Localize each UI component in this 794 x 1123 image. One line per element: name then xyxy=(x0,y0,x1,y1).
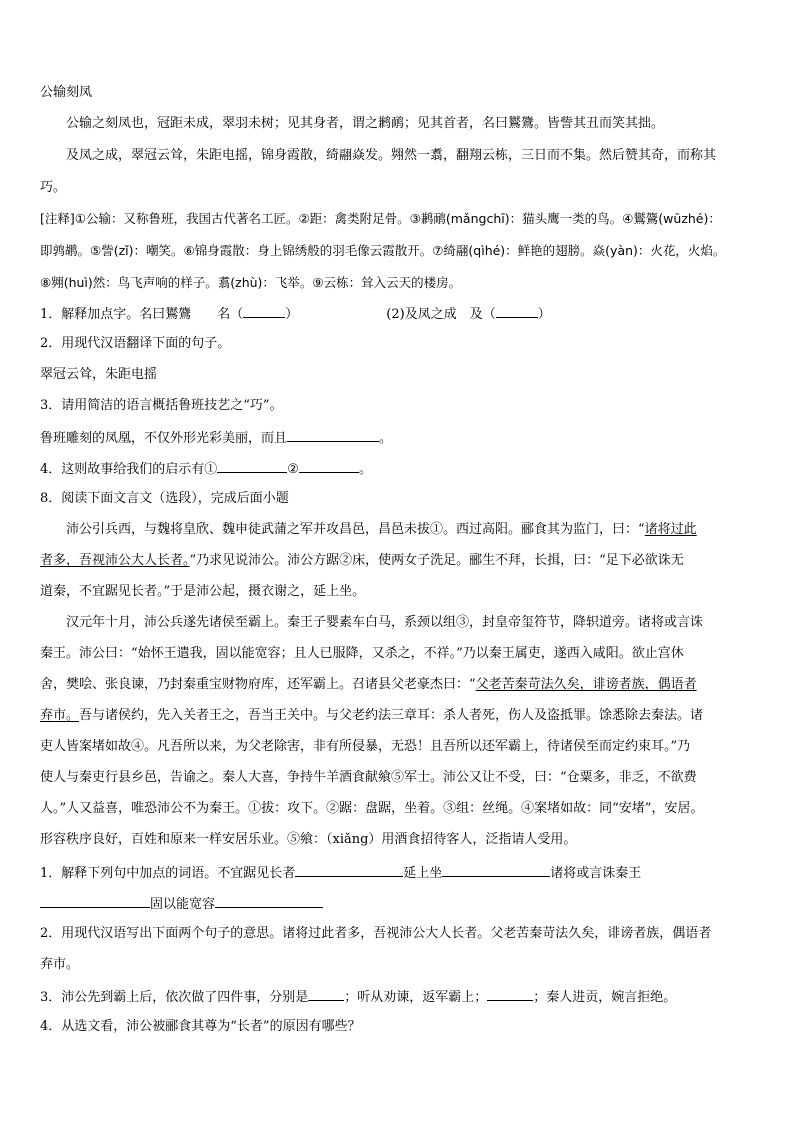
answer-blank[interactable] xyxy=(308,988,344,1001)
answer-blank[interactable] xyxy=(442,864,550,877)
text-line-7 xyxy=(40,708,770,724)
b-question-3-end: ；秦人进贡，婉言拒绝。 xyxy=(533,990,677,1005)
question-2-sentence: 翠冠云耸，朱距电摇 xyxy=(40,367,158,382)
question-4 xyxy=(40,460,770,478)
passage-paragraph-2-end: 巧。 xyxy=(40,180,67,195)
b-question-3 xyxy=(40,988,770,1006)
answer-blank[interactable] xyxy=(295,864,403,877)
answer-blank[interactable] xyxy=(299,460,359,473)
period: 。 xyxy=(358,462,372,477)
passage-title: 公输刻凤 xyxy=(40,85,93,100)
annotation-line-1: [注释]①公输：又称鲁班，我国古代著名工匠。②距：禽类附足骨。③鹣鸸(mǎngchī)：猫头鹰一类的鸟。④鸑鷟(wūzhé)： xyxy=(40,211,721,226)
text-line-10: 人。”人又益喜，唯恐沛公不为秦王。①拔：攻下。②踞：盘踞，坐着。③组：丝绳。④案堵如故：同“安堵”，安居。 xyxy=(40,801,704,816)
text-line-3: 道秦，不宜踞见长者。”于是沛公起，摄衣谢之，延上坐。 xyxy=(40,584,366,599)
text-line-2 xyxy=(40,553,770,569)
paren-close: ） xyxy=(285,307,299,322)
question-1-text: 1．解释加点字。名曰鸑鷟 名（ xyxy=(40,307,244,322)
b-question-4: 4．从选文看，沛公被郦食其尊为“长者”的原因有哪些？ xyxy=(40,1019,361,1034)
question-3: 3．请用简洁的语言概括鲁班技艺之“巧”。 xyxy=(40,398,283,413)
answer-blank[interactable] xyxy=(40,895,150,908)
text-line-7-b: 吾与诸侯约，先入关者王之，吾当王关中。与父老约法三章耳：杀人者死，伤人及盗抵罪。馀悉除去秦法。诸 xyxy=(79,708,704,723)
text-line-1 xyxy=(66,522,770,538)
text-line-6 xyxy=(40,677,770,693)
b-question-1-cont xyxy=(40,895,770,913)
marker-2: ② xyxy=(287,462,299,477)
b-question-1 xyxy=(40,864,770,882)
b-question-3-mid: ；听从劝谏，返军霸上； xyxy=(344,990,488,1005)
question-1 xyxy=(40,305,770,323)
question-1-part-2: (2)及凤之成 及（ xyxy=(386,307,496,322)
passage-paragraph-1: 公输之刻凤也，冠距未成，翠羽未树；见其身者，谓之鹣鸸；见其首者，名曰鸑鷟。皆訾其丑而笑其拙。 xyxy=(66,116,665,131)
b-question-1-term-2: 延上坐 xyxy=(403,866,443,881)
underlined-sentence-1-end: 者多，吾视沛公大人长者。 xyxy=(40,553,190,568)
paren-close: ） xyxy=(537,307,551,322)
b-question-1-text: 1．解释下列句中加点的词语。不宜踞见长者 xyxy=(40,866,296,881)
b-question-2: 2．用现代汉语写出下面两个句子的意思。诸将过此者多，吾视沛公大人长者。父老苦秦苛法久矣，诽谤者族，偶语者 xyxy=(40,926,712,941)
text-line-11: 形容秩序良好，百姓和原来一样安居乐业。⑤飨：（xiǎng）用酒食招待客人，泛指请人受用。 xyxy=(40,832,577,847)
answer-blank[interactable] xyxy=(496,305,538,318)
text-line-5: 秦王。沛公曰：“始怀王遣我，固以能宽容；且人已服降，又杀之，不祥。”乃以秦王属吏，遂西入咸阳。欲止宫休 xyxy=(40,646,684,661)
b-question-2-end: 弃市。 xyxy=(40,957,80,972)
answer-blank[interactable] xyxy=(243,305,285,318)
b-question-1-term-4: 固以能宽容 xyxy=(150,897,216,912)
question-2: 2．用现代汉语翻译下面的句子。 xyxy=(40,336,231,351)
underlined-sentence-1: 诸将过此 xyxy=(644,522,697,537)
text-line-4: 汉元年十月，沛公兵遂先诸侯至霸上。秦王子婴素车白马，系颈以组③，封皇帝玺符节，降轵道旁。诸将或言诛 xyxy=(66,615,704,630)
text-line-6-a: 舍，樊哙、张良谏，乃封秦重宝财物府库，还军霸上。召诸县父老豪杰曰：“ xyxy=(40,677,476,692)
question-3-prompt xyxy=(40,429,770,447)
b-question-3-text: 3．沛公先到霸上后，依次做了四件事，分别是 xyxy=(40,990,309,1005)
text-line-8: 吏人皆案堵如故④。凡吾所以来，为父老除害，非有所侵暴，无恐！且吾所以还军霸上，待诸侯至而定约束耳。”乃 xyxy=(40,739,691,754)
text-line-2-b: ”乃求见说沛公。沛公方踞②床，使两女子洗足。郦生不拜，长揖，曰：“足下必欲诛无 xyxy=(189,553,684,568)
question-4-text: 4．这则故事给我们的启示有① xyxy=(40,462,218,477)
answer-blank[interactable] xyxy=(487,988,533,1001)
text-line-1-a: 沛公引兵西，与魏将皇欣、魏申徒武蒲之军并攻昌邑，昌邑未拔①。西过高阳。郦食其为监门，曰：“ xyxy=(66,522,645,537)
annotation-line-2: 即鹑鹕。⑤訾(zǐ)：嘲笑。⑥锦身霞散：身上锦绣般的羽毛像云霞散开。⑦绮翮(qìhé)：鲜艳的翅膀。焱(yàn)：火花，火焰。 xyxy=(40,243,726,258)
answer-blank[interactable] xyxy=(215,895,323,908)
text-line-9: 使人与秦吏行县乡邑，告谕之。秦人大喜，争持牛羊酒食献飨⑤军士。沛公又让不受，曰：“仓粟多，非乏，不欲费 xyxy=(40,770,697,785)
question-3-text: 鲁班雕刻的凤凰，不仅外形光彩美丽，而且 xyxy=(40,431,288,446)
annotation-line-3: ⑧翙(huì)然：鸟飞声响的样子。翥(zhù)：飞举。⑨云栋：耸入云天的楼房。 xyxy=(40,275,462,290)
period: 。 xyxy=(379,431,393,446)
b-question-1-term-3: 诸将或言诛秦王 xyxy=(550,866,642,881)
section-8-heading: 8．阅读下面文言文（选段），完成后面小题 xyxy=(40,491,289,506)
underlined-sentence-2-end: 弃市。 xyxy=(40,708,80,723)
answer-blank[interactable] xyxy=(217,460,287,473)
passage-paragraph-2: 及凤之成，翠冠云耸，朱距电摇，锦身霞散，绮翮焱发。翙然一翥，翻翔云栋，三日而不集。然后赞其奇，而称其 xyxy=(66,148,717,163)
underlined-sentence-2: 父老苦秦苛法久矣，诽谤者族，偶语者 xyxy=(475,677,697,692)
answer-blank[interactable] xyxy=(287,429,379,442)
